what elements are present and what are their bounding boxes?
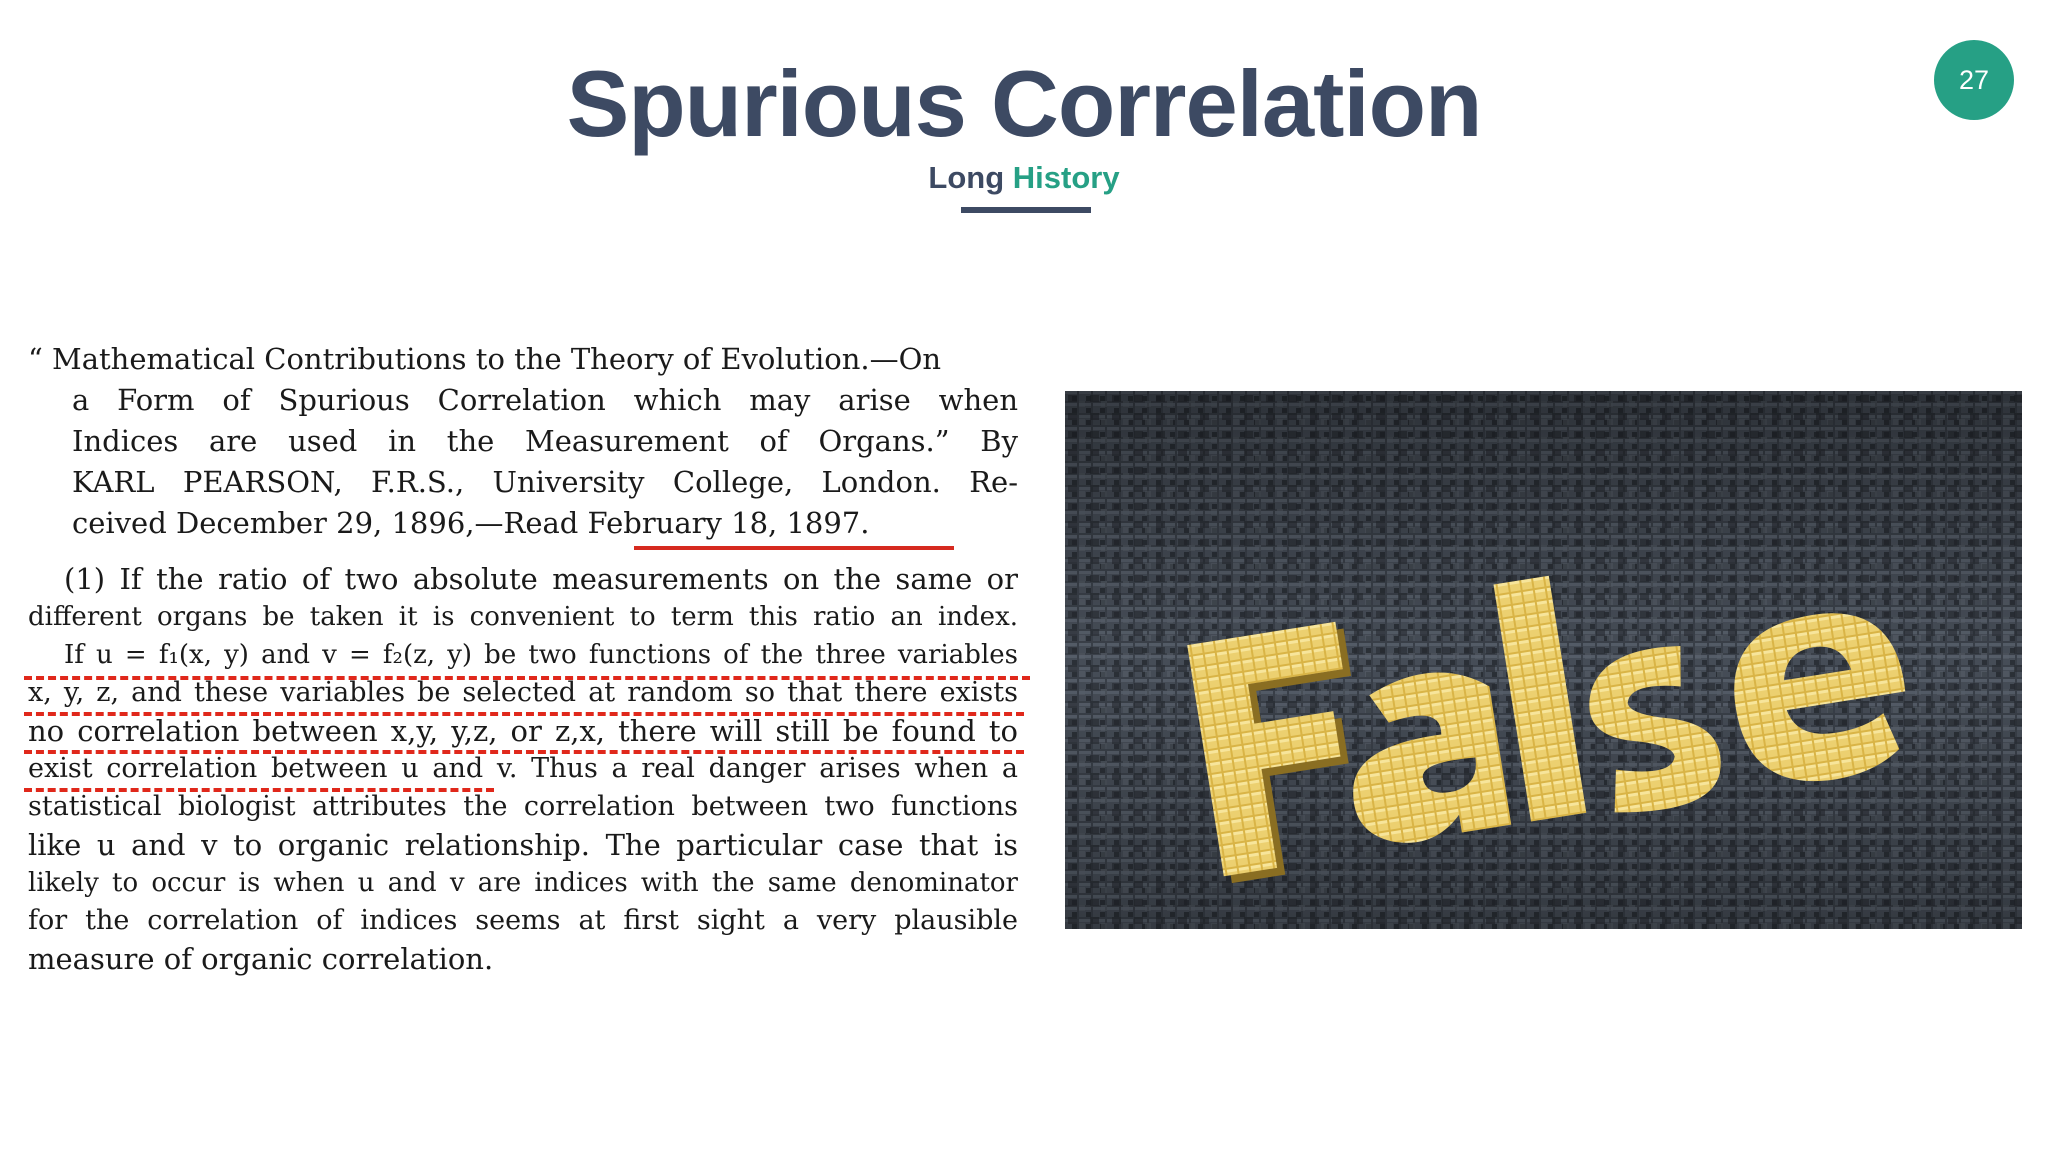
slide-subtitle <box>0 160 2048 196</box>
excerpt-line: likely to occur is when u and v are indices with the same denominator <box>28 868 1018 898</box>
subtitle-long: Long <box>928 160 1005 195</box>
excerpt-line: like u and v to organic relationship. The particular case that is <box>28 828 1018 862</box>
dashed-highlight-line <box>24 788 494 792</box>
page-number-badge: 27 <box>1934 40 2014 120</box>
false-cubes-image <box>1065 391 2022 929</box>
excerpt-line: statistical biologist attributes the correlation between two functions <box>28 791 1018 822</box>
dashed-highlight-line <box>24 712 1024 716</box>
excerpt-line: exist correlation between u and v. Thus a real danger arises when a <box>28 753 1018 784</box>
excerpt-line: “ Mathematical Contributions to the Theory of Evolution.—On <box>28 342 942 376</box>
excerpt-line: Indices are used in the Measurement of Organs.” By <box>72 424 1018 458</box>
scanned-excerpt <box>28 340 1026 980</box>
excerpt-line: (1) If the ratio of two absolute measurements on the same or <box>64 562 1018 596</box>
title-underline <box>961 207 1091 213</box>
excerpt-line: KARL PEARSON, F.R.S., University College, London. Re- <box>72 465 1018 499</box>
false-cubes-art <box>1065 391 2022 929</box>
excerpt-line: different organs be taken it is convenient to term this ratio an index. <box>28 602 1018 632</box>
excerpt-line: no correlation between x,y, y,z, or z,x, there will still be found to <box>28 714 1018 748</box>
excerpt-line: a Form of Spurious Correlation which may arise when <box>72 383 1018 417</box>
excerpt-line: x, y, z, and these variables be selected at random so that there exists <box>28 677 1018 708</box>
dashed-highlight-line <box>24 676 1030 680</box>
excerpt-line: measure of organic correlation. <box>28 942 494 976</box>
slide-title: Spurious Correlation <box>566 51 1482 156</box>
date-underline <box>634 546 954 550</box>
dashed-highlight-line <box>24 750 1024 754</box>
excerpt-line: ceived December 29, 1896,—Read February 18, 1897. <box>72 506 870 540</box>
subtitle-history: History <box>1012 160 1120 195</box>
excerpt-line: If u = f₁(x, y) and v = f₂(z, y) be two functions of the three variables <box>64 640 1018 670</box>
excerpt-line: for the correlation of indices seems at first sight a very plausible <box>28 905 1018 936</box>
